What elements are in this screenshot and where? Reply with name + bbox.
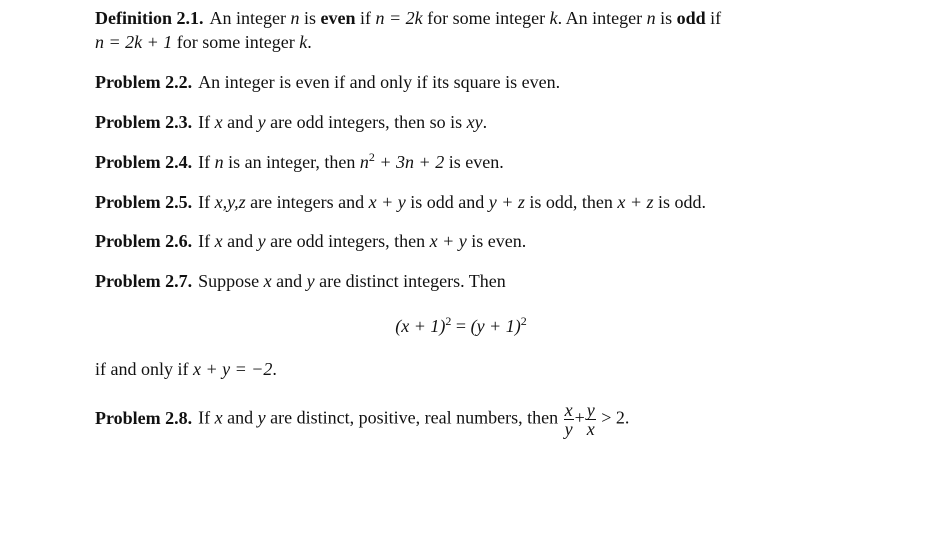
problem-2-5: Problem 2.5. If x,y,z are integers and x + y is odd and y + z is odd, then x + z is odd. [95, 192, 707, 212]
problem-label: Problem 2.3. [95, 112, 193, 132]
problem-label: Problem 2.6. [95, 231, 193, 251]
problem-2-6: Problem 2.6. If x and y are odd integers, then x + y is even. [95, 231, 527, 251]
definition-2-1: Definition 2.1. An integer n is even if n = 2k for some integer k. An integer n is odd if n = 2k + 1 for some integer k. [95, 8, 722, 52]
problem-2-4: Problem 2.4. If n is an integer, then $n^2 + 3n + 2$ is even. [95, 150, 504, 172]
odd-keyword: odd [676, 8, 706, 28]
problem-2-7-continuation: if and only if x + y = −2. [95, 359, 277, 379]
problem-label: Problem 2.2. [95, 72, 193, 92]
problem-label: Problem 2.8. [95, 407, 193, 428]
even-equation: n = 2k [375, 8, 423, 28]
fraction-y-over-x: $\frac{y}{x}$ [586, 400, 595, 439]
problem-2-2 [95, 70, 560, 94]
problem-2-8: Problem 2.8. If x and y are distinct, positive, real numbers, then $\frac{x}{y}$ + $\frac{y}{x}$ > 2. [95, 400, 630, 439]
fraction-x-over-y: $\frac{x}{y}$ [564, 400, 573, 439]
problem-label: Problem 2.4. [95, 152, 193, 172]
even-keyword: even [320, 8, 356, 28]
problem-2-3: Problem 2.3. If x and y are odd integers, then so is xy. [95, 112, 488, 132]
problem-text: An integer is even if and only if its square is even. [198, 72, 561, 92]
odd-equation: n = 2k + 1 [95, 32, 173, 52]
problem-label: Problem 2.5. [95, 192, 193, 212]
definition-label: Definition 2.1. [95, 8, 204, 28]
problem-label: Problem 2.7. [95, 271, 193, 291]
problem-2-7: Problem 2.7. Suppose x and y are distinct integers. Then [95, 271, 506, 291]
display-equation: $(x + 1)^2 = (y + 1)^2$ [395, 314, 527, 336]
